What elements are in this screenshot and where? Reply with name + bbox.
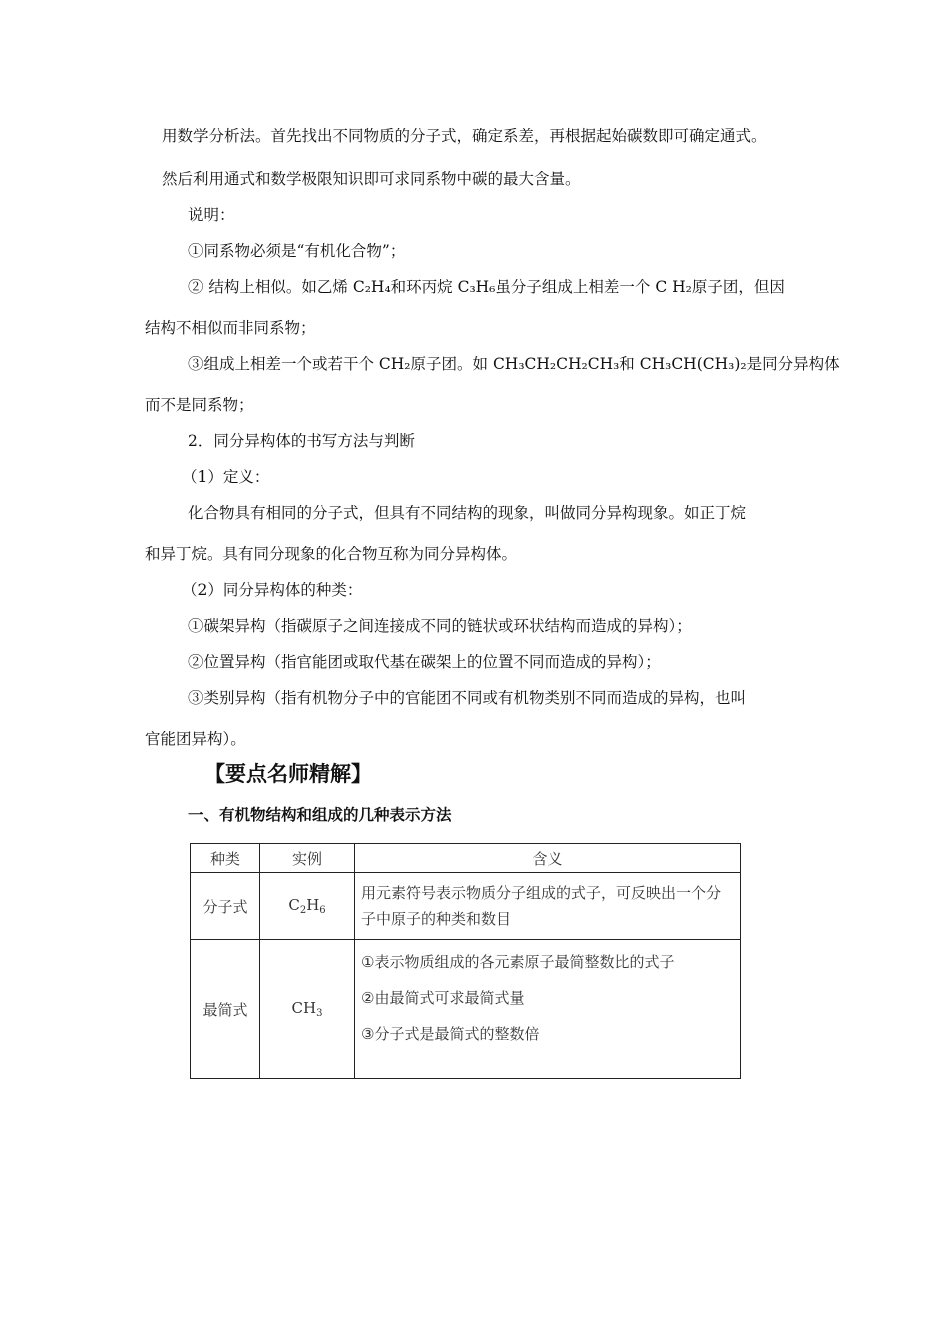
meaning-list [361,944,734,1052]
paragraph-line: ①同系物必须是“有机化合物”； [188,242,406,260]
table-header-row [191,844,741,873]
formula [292,999,323,1017]
list-item: ①表示物质组成的各元素原子最简整数比的式子 [361,953,675,971]
example-cell [260,873,355,940]
formula-subscript: 6 [319,905,326,916]
paragraph-line: 2．同分异构体的书写方法与判断 [188,432,415,450]
section-title: 【要点名师精解】 [204,762,372,786]
meaning-cell: 用元素符号表示物质分子组成的式子，可反映出一个分子中原子的种类和数目 [355,873,741,940]
paragraph-line: 化合物具有相同的分子式，但具有不同结构的现象，叫做同分异构现象。如正丁烷 [188,504,747,522]
formula-subscript: 3 [316,1008,323,1019]
subsection-title: 一、有机物结构和组成的几种表示方法 [188,806,452,824]
paragraph-line: ③组成上相差一个或若干个 CH₂原子团。如 CH₃CH₂CH₂CH₃和 CH₃CH(CH₃)₂是同分异构体 [188,355,840,373]
table-header-cell: 种类 [191,844,260,873]
paragraph-line: 用数学分析法。首先找出不同物质的分子式，确定系差，再根据起始碳数即可确定通式。 [162,127,767,145]
example-cell [260,940,355,1079]
paragraph-line: 而不是同系物； [145,396,254,414]
paragraph-line: ② 结构上相似。如乙烯 C₂H₄和环丙烷 C₃H₆虽分子组成上相差一个 C H₂原子团，但因 [188,278,785,296]
formula-element: H [306,896,320,914]
formula-element: CH [291,999,317,1017]
paragraph-line: （1）定义： [182,468,270,486]
formula-subscript: 2 [299,905,307,916]
table-row [191,873,741,940]
representation-table [190,843,741,1079]
list-item: ③分子式是最简式的整数倍 [361,1025,540,1043]
paragraph-line: ③类别异构（指有机物分子中的官能团不同或有机物类别不同而造成的异构，也叫 [188,689,747,707]
paragraph-line: 然后利用通式和数学极限知识即可求同系物中碳的最大含量。 [162,170,581,188]
paragraph-line: ①碳架异构（指碳原子之间连接成不同的链状或环状结构而造成的异构）； [188,617,692,635]
list-item: ②由最简式可求最简式量 [361,989,525,1007]
paragraph-line: ②位置异构（指官能团或取代基在碳架上的位置不同而造成的异构）； [188,653,661,671]
table-row [191,940,741,1079]
paragraph-line: 官能团异构）。 [145,730,246,748]
type-cell: 分子式 [191,873,260,940]
paragraph-line: 结构不相似而非同系物； [145,319,316,337]
type-cell: 最简式 [191,940,260,1079]
paragraph-line: 说明： [188,206,235,224]
table-header-cell: 含义 [355,844,741,873]
paragraph-line: 和异丁烷。具有同分现象的化合物互称为同分异构体。 [145,545,518,563]
meaning-cell [355,940,741,1079]
formula [288,896,325,914]
formula-element: C [288,896,300,914]
table-header-cell: 实例 [260,844,355,873]
paragraph-line: （2）同分异构体的种类： [182,581,363,599]
